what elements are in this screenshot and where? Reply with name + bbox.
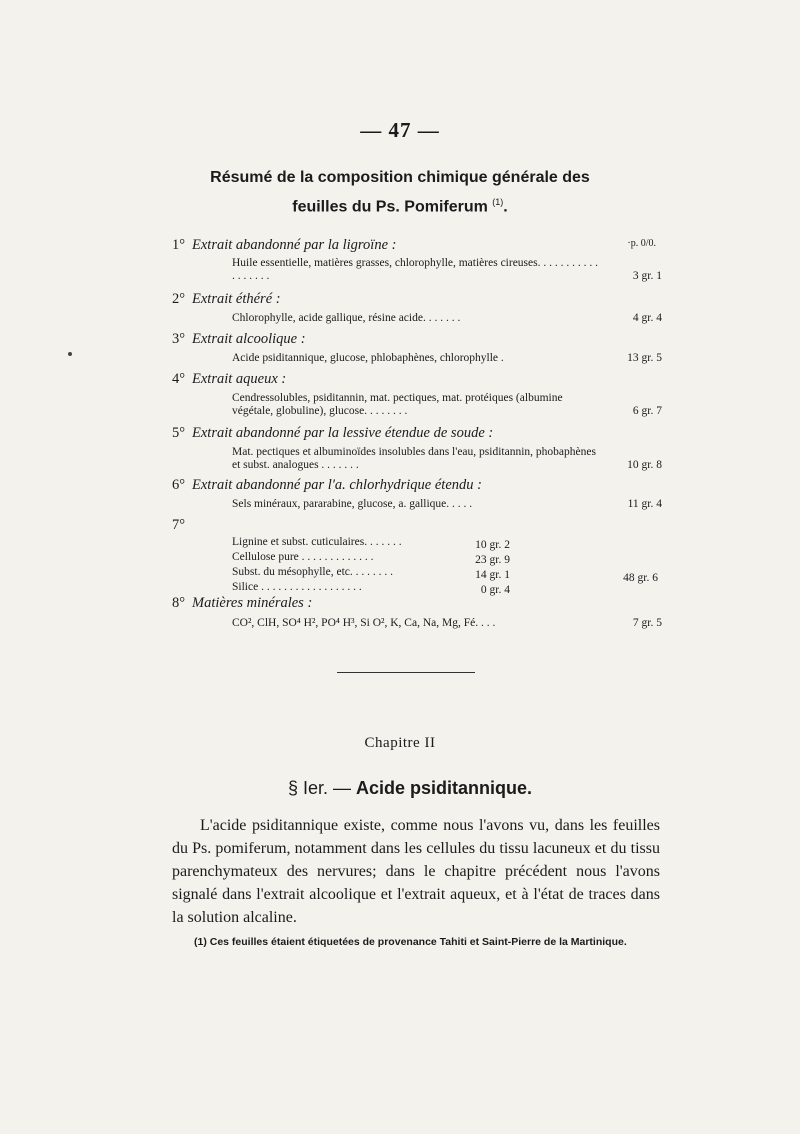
entry-item-text: CO², ClH, SO⁴ H², PO⁴ H³, Si O², K, Ca, Na, Mg, Fé. . . . (232, 617, 496, 629)
component-value: 0 gr. 4 (480, 584, 510, 596)
entry-item-quantity: 10 gr. 8 (627, 459, 662, 471)
chapter-heading: Chapitre II (364, 735, 436, 751)
unit-header: ·p. 0/0. (627, 238, 656, 249)
entry-7 (172, 516, 662, 534)
entry-item (232, 498, 662, 511)
entry-1 (172, 236, 662, 283)
section-divider (337, 672, 475, 673)
component-row (232, 566, 532, 581)
component-value: 10 gr. 2 (475, 539, 510, 551)
entry-heading (172, 236, 662, 254)
entry-label: Extrait éthéré : (192, 291, 281, 307)
component-name: Subst. du mésophylle, etc. . . . . . . . (232, 566, 393, 578)
title-line-1: Résumé de la composition chimique générale des (210, 169, 590, 186)
entry-heading (172, 594, 662, 612)
entry-item-text: Mat. pectiques et albuminoïdes insolubles dans l'eau, psiditannin, phobaphènes et subst. analogues . . . . . . . (232, 446, 596, 471)
entry-7-components (232, 536, 532, 596)
entry-label: Extrait abandonné par l'a. chlorhydrique étendu : (192, 477, 482, 493)
entry-2 (172, 290, 662, 325)
entry-item-quantity: 4 gr. 4 (632, 312, 662, 324)
body-paragraph: L'acide psiditannique existe, comme nous l'avons vu, dans les feuilles du Ps. pomiferum, notamment dans les cellules du tissu lacuneux et du tissu parenchymateux des nervures; dans le chapitre précédent nous l'avons signalé dans l'extrait alcoolique et l'extrait aqueux, et à l'état de traces dans la solution alcaline. (172, 817, 660, 926)
entry-item (232, 257, 662, 283)
entry-item-quantity: 3 gr. 1 (632, 270, 662, 282)
component-value: 14 gr. 1 (475, 569, 510, 581)
entry-label: Extrait alcoolique : (192, 331, 306, 347)
margin-mark (68, 352, 72, 356)
entry-7-total: 48 gr. 6 (623, 572, 658, 584)
entry-number: 7° (172, 517, 186, 533)
entry-item (232, 617, 662, 630)
entry-item-quantity: 13 gr. 5 (627, 352, 662, 364)
entry-4 (172, 370, 662, 418)
section-title: Acide psiditannique. (356, 778, 533, 798)
entry-label: Extrait abandonné par la ligroïne : (192, 237, 397, 253)
entry-number: 6° (172, 477, 186, 493)
entry-item-quantity: 6 gr. 7 (632, 405, 662, 417)
section-mark: § Ier. (287, 778, 328, 798)
component-row (232, 536, 532, 551)
entry-item (232, 352, 662, 365)
footnote-reference: (1) (492, 197, 504, 207)
section-heading (0, 778, 800, 799)
entry-label: Extrait abandonné par la lessive étendue de soude : (192, 425, 494, 441)
entry-item (232, 312, 662, 325)
entry-label: Matières minérales : (192, 595, 313, 611)
entry-3 (172, 330, 662, 365)
entry-8 (172, 594, 662, 630)
entry-heading (172, 290, 662, 308)
entry-item-text: Chlorophylle, acide gallique, résine acide. . . . . . . (232, 312, 461, 324)
entry-item (232, 392, 662, 418)
component-name: Silice . . . . . . . . . . . . . . . . . . (232, 581, 362, 593)
entry-number: 2° (172, 291, 186, 307)
component-value: 23 gr. 9 (475, 554, 510, 566)
entry-label: Extrait aqueux : (192, 371, 287, 387)
entry-number: 5° (172, 425, 186, 441)
entry-item-text: Huile essentielle, matières grasses, chlorophylle, matières cireuses. . . . . . . . . . . . . . . . . . (232, 257, 598, 282)
title-line-2 (150, 190, 650, 219)
entry-item-text: Cendressolubles, psiditannin, mat. pectiques, mat. protéiques (albumine végétale, globuline), glucose. . . . . . . . (232, 392, 563, 417)
entry-heading (172, 476, 662, 494)
entry-number: 1° (172, 237, 186, 253)
page-number: — 47 — (360, 118, 440, 142)
entry-heading (172, 330, 662, 348)
entry-item-text: Acide psiditannique, glucose, phlobaphènes, chlorophylle . (232, 352, 504, 364)
component-name: Cellulose pure . . . . . . . . . . . . . (232, 551, 374, 563)
entry-6 (172, 476, 662, 511)
title-line-2-text: feuilles du Ps. Pomiferum (292, 198, 488, 216)
entry-item-quantity: 11 gr. 4 (627, 498, 662, 510)
entry-heading (172, 370, 662, 388)
entry-number: 3° (172, 331, 186, 347)
section-dash: — (333, 778, 351, 798)
entry-number: 8° (172, 595, 186, 611)
footnote: (1) Ces feuilles étaient étiquetées de provenance Tahiti et Saint-Pierre de la Martinique. (194, 936, 627, 948)
component-name: Lignine et subst. cuticulaires. . . . . . . (232, 536, 402, 548)
page-title (150, 166, 650, 219)
entry-5 (172, 424, 662, 472)
entry-number: 4° (172, 371, 186, 387)
component-row (232, 551, 532, 566)
title-end: . (503, 198, 508, 216)
entry-item (232, 446, 662, 472)
entry-item-text: Sels minéraux, pararabine, glucose, a. gallique. . . . . (232, 498, 473, 510)
entry-item-quantity: 7 gr. 5 (632, 617, 662, 629)
entry-heading (172, 424, 662, 442)
entry-heading (172, 516, 662, 534)
